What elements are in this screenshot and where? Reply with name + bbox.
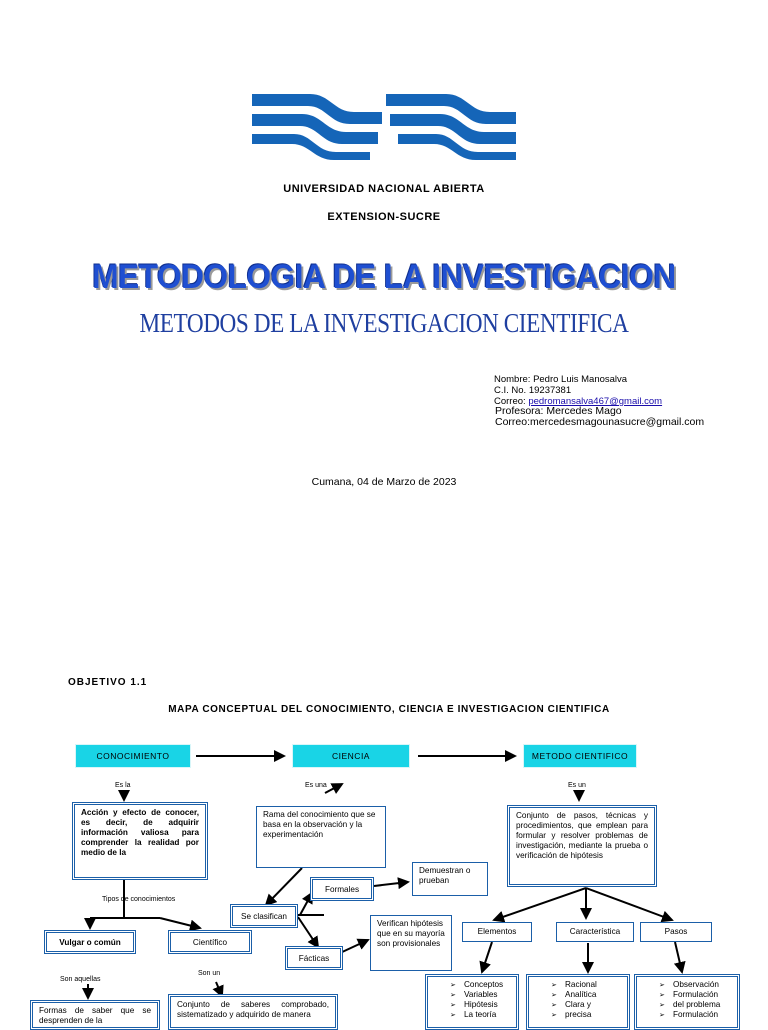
ciencia-definition: Rama del conocimiento que se basa en la observación y la experimentación xyxy=(256,806,386,868)
professor-name: Profesora: Mercedes Mago xyxy=(495,405,622,417)
node-metodo-cientifico: METODO CIENTIFICO xyxy=(524,745,636,767)
objective-heading: OBJETIVO 1.1 xyxy=(68,677,148,688)
email-link[interactable]: pedromansalva467@gmail.com xyxy=(528,396,663,407)
student-name: Nombre: Pedro Luis Manosalva xyxy=(494,374,628,385)
list-item: ➢ precisa xyxy=(551,1010,621,1020)
list-item: ➢ Conceptos xyxy=(450,980,510,990)
link-son-un: Son un xyxy=(198,970,221,977)
node-cientifico: Científico xyxy=(168,930,252,954)
vulgar-definition: Formas de saber que se desprenden de la xyxy=(30,1000,160,1030)
node-elementos: Elementos xyxy=(462,922,532,942)
list-item: ➢ Analítica xyxy=(551,990,621,1000)
list-item: ➢ La teoría xyxy=(450,1010,510,1020)
email-label: Correo: xyxy=(494,396,529,407)
list-item: ➢ Observación xyxy=(659,980,731,990)
metodo-definition: Conjunto de pasos, técnicas y procedimientos, que emplean para formular y resolver problemas de investigación, mediante la prueba o verificación de hipótesis xyxy=(507,805,657,887)
list-item: ➢ Formulación xyxy=(659,1010,731,1020)
node-pasos: Pasos xyxy=(640,922,712,942)
elementos-list xyxy=(425,974,519,1030)
caracteristica-list xyxy=(526,974,630,1030)
extension-name: EXTENSION-SUCRE xyxy=(327,211,441,223)
document-date: Cumana, 04 de Marzo de 2023 xyxy=(311,476,457,488)
link-es-un: Es un xyxy=(568,782,586,789)
link-son-aquellas: Son aquellas xyxy=(60,976,101,983)
cientifico-definition: Conjunto de saberes comprobado, sistematizado y adquirido de manera xyxy=(168,994,338,1030)
node-se-clasifican: Se clasifican xyxy=(230,904,298,928)
list-item: ➢ Hipótesis xyxy=(450,1000,510,1010)
node-facticas: Fácticas xyxy=(285,946,343,970)
link-es-una: Es una xyxy=(305,782,327,789)
student-ci: C.I. No. 19237381 xyxy=(494,385,572,396)
list-item: ➢ Clara y xyxy=(551,1000,621,1010)
document-title: METODOLOGIA DE LA INVESTIGACION xyxy=(92,258,676,296)
facticas-description: Verifican hipótesis que en su mayoría son provisionales xyxy=(370,915,452,971)
link-tipos: Tipos de conocimientos xyxy=(102,896,176,903)
list-item: ➢ Formulación xyxy=(659,990,731,1000)
professor-email: Correo:mercedesmagounasucre@gmail.com xyxy=(495,416,705,428)
pasos-list xyxy=(634,974,740,1030)
node-ciencia: CIENCIA xyxy=(293,745,409,767)
conocimiento-definition: Acción y efecto de conocer, es decir, de adquirir información valiosa para comprender la realidad por medio de la xyxy=(72,802,208,880)
node-formales: Formales xyxy=(310,877,374,901)
university-name: UNIVERSIDAD NACIONAL ABIERTA xyxy=(283,183,485,195)
list-item: ➢ Variables xyxy=(450,990,510,1000)
concept-map-title: MAPA CONCEPTUAL DEL CONOCIMIENTO, CIENCIA E INVESTIGACION CIENTIFICA xyxy=(168,704,610,715)
node-vulgar: Vulgar o común xyxy=(44,930,136,954)
node-caracteristica: Característica xyxy=(556,922,634,942)
list-item: ➢ del problema xyxy=(659,1000,731,1010)
node-conocimiento: CONOCIMIENTO xyxy=(76,745,190,767)
document-subtitle: METODOS DE LA INVESTIGACION CIENTIFICA xyxy=(139,308,629,338)
list-item: ➢ Racional xyxy=(551,980,621,990)
formales-description: Demuestran o prueban xyxy=(412,862,488,896)
link-es-la: Es la xyxy=(115,782,131,789)
